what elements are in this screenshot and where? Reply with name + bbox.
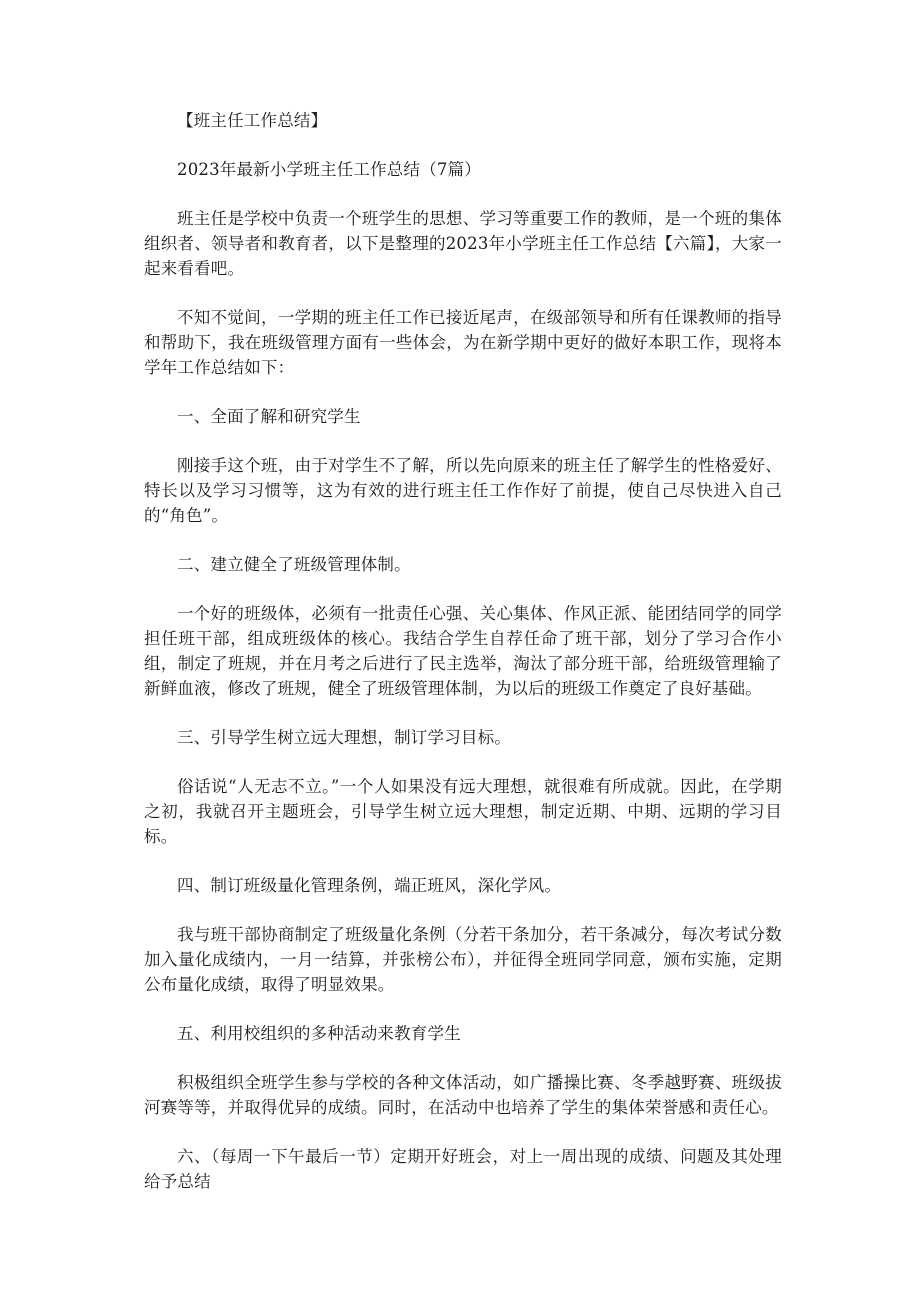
section-body-2: 一个好的班级体，必须有一批责任心强、关心集体、作风正派、能团结同学的同学担任班干部，组成班级体的核心。我结合学生自荐任命了班干部，划分了学习合作小组，制定了班规，并在月考之后进行了民主选举，淘汰了部分班干部，给班级管理输了新鲜血液，修改了班规，健全了班级管理体制，为以后的班级工作奠定了良好基础。 xyxy=(144,604,782,698)
opening-paragraph: 不知不觉间，一学期的班主任工作已接近尾声，在级部领导和所有任课教师的指导和帮助下，我在班级管理方面有一些体会，为在新学期中更好的做好本职工作，现将本学年工作总结如下： xyxy=(144,308,782,377)
section-body-4: 我与班干部协商制定了班级量化条例（分若干条加分，若干条减分，每次考试分数加入量化成绩内，一月一结算，并张榜公布），并征得全班同学同意，颁布实施，定期公布量化成绩，取得了明显效果。 xyxy=(144,925,782,994)
section-heading-2: 二、建立健全了班级管理体制。 xyxy=(177,555,411,574)
section-body-1: 刚接手这个班，由于对学生不了解，所以先向原来的班主任了解学生的性格爱好、特长以及学习习惯等，这为有效的进行班主任工作作好了前提，使自己尽快进入自己的“角色”。 xyxy=(144,456,782,525)
section-body-5: 积极组织全班学生参与学校的各种文体活动，如广播操比赛、冬季越野赛、班级拔河赛等等，并取得优异的成绩。同时，在活动中也培养了学生的集体荣誉感和责任心。 xyxy=(144,1073,782,1117)
section-heading-1: 一、全面了解和研究学生 xyxy=(177,407,361,426)
section-heading-6: 六、（每周一下午最后一节）定期开好班会，对上一周出现的成绩、问题及其处理给予总结 xyxy=(144,1147,782,1191)
section-heading-4: 四、制订班级量化管理条例，端正班风，深化学风。 xyxy=(177,876,562,895)
document-body xyxy=(144,108,782,1194)
bracket-title: 【班主任工作总结】 xyxy=(177,111,328,130)
intro-paragraph: 班主任是学校中负责一个班学生的思想、学习等重要工作的教师，是一个班的集体组织者、领导者和教育者，以下是整理的2023年小学班主任工作总结【六篇】，大家一起来看看吧。 xyxy=(144,209,782,278)
document-subtitle: 2023年最新小学班主任工作总结（7篇） xyxy=(177,160,481,179)
section-heading-5: 五、利用校组织的多种活动来教育学生 xyxy=(177,1024,461,1043)
section-body-3: 俗话说“人无志不立。”一个人如果没有远大理想，就很难有所成就。因此，在学期之初，我就召开主题班会，引导学生树立远大理想，制定近期、中期、远期的学习目标。 xyxy=(144,777,782,846)
section-heading-3: 三、引导学生树立远大理想，制订学习目标。 xyxy=(177,728,511,747)
